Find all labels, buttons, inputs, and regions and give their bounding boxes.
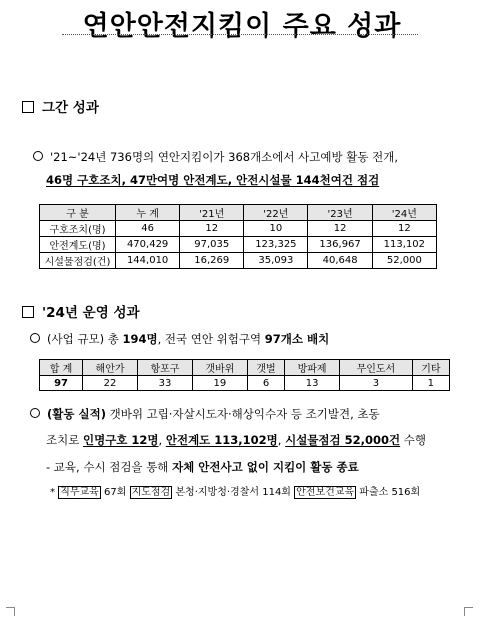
- circle-bullet-icon: [30, 333, 40, 343]
- section-heading-history: [22, 96, 99, 116]
- cell: 6: [247, 376, 284, 391]
- safety-training-label: 안전보건교육: [296, 487, 355, 498]
- separator: ,: [121, 173, 130, 187]
- performance-text: 수행: [400, 433, 427, 447]
- rescue-count: 인명구호 12명: [82, 433, 159, 447]
- row-label: 안전계도(명): [40, 237, 116, 253]
- deployment-table-header: [40, 360, 450, 376]
- cell: 13: [285, 376, 340, 391]
- footnote: [50, 483, 420, 498]
- col-header: 누 계: [116, 205, 180, 221]
- col-header: 갯바위: [192, 360, 247, 376]
- cell: 1: [412, 376, 449, 391]
- separator: ,: [227, 173, 237, 187]
- cell: 97,035: [180, 237, 244, 253]
- page-title: 연안안전지킴이 주요 성과: [82, 11, 402, 42]
- history-table: [39, 204, 437, 269]
- deployment-table: [39, 359, 450, 391]
- cell: 10: [244, 221, 308, 237]
- col-header: 기타: [412, 360, 449, 376]
- col-header: 구 분: [40, 205, 116, 221]
- col-header: 항포구: [138, 360, 193, 376]
- col-header: 합 계: [40, 360, 83, 376]
- history-paragraph-line1: [33, 149, 398, 165]
- row-label: 구호조치(명): [40, 221, 116, 237]
- page-corner-mark: [464, 607, 473, 616]
- scale-people: 194명: [122, 332, 158, 346]
- table-row: [40, 253, 437, 269]
- square-bullet-icon: [22, 101, 34, 113]
- guidance-summary: 47만여명 안전계도: [129, 173, 228, 187]
- scale-paragraph: [30, 331, 329, 347]
- row-label: 시설물점검(건): [40, 253, 116, 269]
- footnote-value: 본청·지방청·경찰서 114회: [172, 487, 295, 498]
- scale-sites: 97개소: [264, 332, 304, 346]
- performance-text: 조치로: [46, 433, 83, 447]
- no-accident-statement: 자체 안전사고 없이 지킴이 활동 종료: [172, 460, 359, 474]
- col-header: 방파제: [285, 360, 340, 376]
- inspection-summary: 안전시설물 144천여건 점검: [236, 173, 380, 187]
- circle-bullet-icon: [33, 151, 43, 161]
- cell: 46: [116, 221, 180, 237]
- cell: 123,325: [244, 237, 308, 253]
- separator: ,: [158, 433, 166, 447]
- footnote-marker: *: [50, 487, 55, 498]
- performance-line2: [46, 432, 426, 448]
- title-underline: [62, 34, 418, 35]
- col-header: 갯벌: [247, 360, 284, 376]
- cell: 113,102: [372, 237, 436, 253]
- col-header: '24년: [372, 205, 436, 221]
- section-heading-text: '24년 운영 성과: [42, 305, 140, 321]
- section-heading-2024: [22, 301, 140, 321]
- inspection-count: 시설물점검 52,000건: [285, 433, 401, 447]
- performance-label: (활동 실적): [47, 407, 106, 421]
- cell: 33: [138, 376, 193, 391]
- performance-text: 갯바위 고립·자살시도자·해상익수자 등 조기발견, 초동: [105, 407, 380, 421]
- col-header: 무인도서: [340, 360, 413, 376]
- table-row: [40, 237, 437, 253]
- performance-text: - 교육, 수시 점검을 통해: [46, 460, 173, 474]
- scale-text: 총: [104, 332, 123, 346]
- scale-text: , 전국 연안 위험구역: [157, 332, 265, 346]
- cell: 12: [308, 221, 372, 237]
- history-text: '21~'24년 736명의 연안지킴이가 368개소에서 사고예방 활동 전개,: [50, 150, 399, 164]
- separator: ,: [277, 433, 286, 447]
- circle-bullet-icon: [30, 408, 40, 418]
- col-header: 해안가: [83, 360, 138, 376]
- guidance-count: 안전계도 113,102명: [165, 433, 278, 447]
- cell: 19: [192, 376, 247, 391]
- footnote-value: 파출소 516회: [356, 487, 421, 498]
- col-header: '22년: [244, 205, 308, 221]
- cell: 12: [180, 221, 244, 237]
- cell: 35,093: [244, 253, 308, 269]
- inspection-label: 지도점검: [131, 487, 171, 498]
- scale-label: (사업 규모): [47, 332, 105, 346]
- cell: 470,429: [116, 237, 180, 253]
- square-bullet-icon: [22, 306, 34, 318]
- cell: 16,269: [180, 253, 244, 269]
- cell: 97: [40, 376, 83, 391]
- page-corner-mark: [6, 607, 15, 616]
- table-row: [40, 221, 437, 237]
- section-heading-text: 그간 성과: [42, 100, 99, 116]
- cell: 3: [340, 376, 413, 391]
- history-paragraph-line2: [46, 172, 379, 188]
- cell: 12: [372, 221, 436, 237]
- history-table-header: [40, 205, 437, 221]
- col-header: '21년: [180, 205, 244, 221]
- col-header: '23년: [308, 205, 372, 221]
- scale-text: 배치: [303, 332, 330, 346]
- performance-line1: [30, 406, 380, 422]
- performance-line3: [46, 459, 359, 475]
- rescue-summary: 46명 구호조치: [46, 173, 122, 187]
- cell: 52,000: [372, 253, 436, 269]
- table-row: [40, 376, 450, 391]
- cell: 22: [83, 376, 138, 391]
- cell: 136,967: [308, 237, 372, 253]
- cell: 144,010: [116, 253, 180, 269]
- footnote-value: 67회: [100, 487, 130, 498]
- job-training-label: 직무교육: [60, 487, 99, 498]
- cell: 40,648: [308, 253, 372, 269]
